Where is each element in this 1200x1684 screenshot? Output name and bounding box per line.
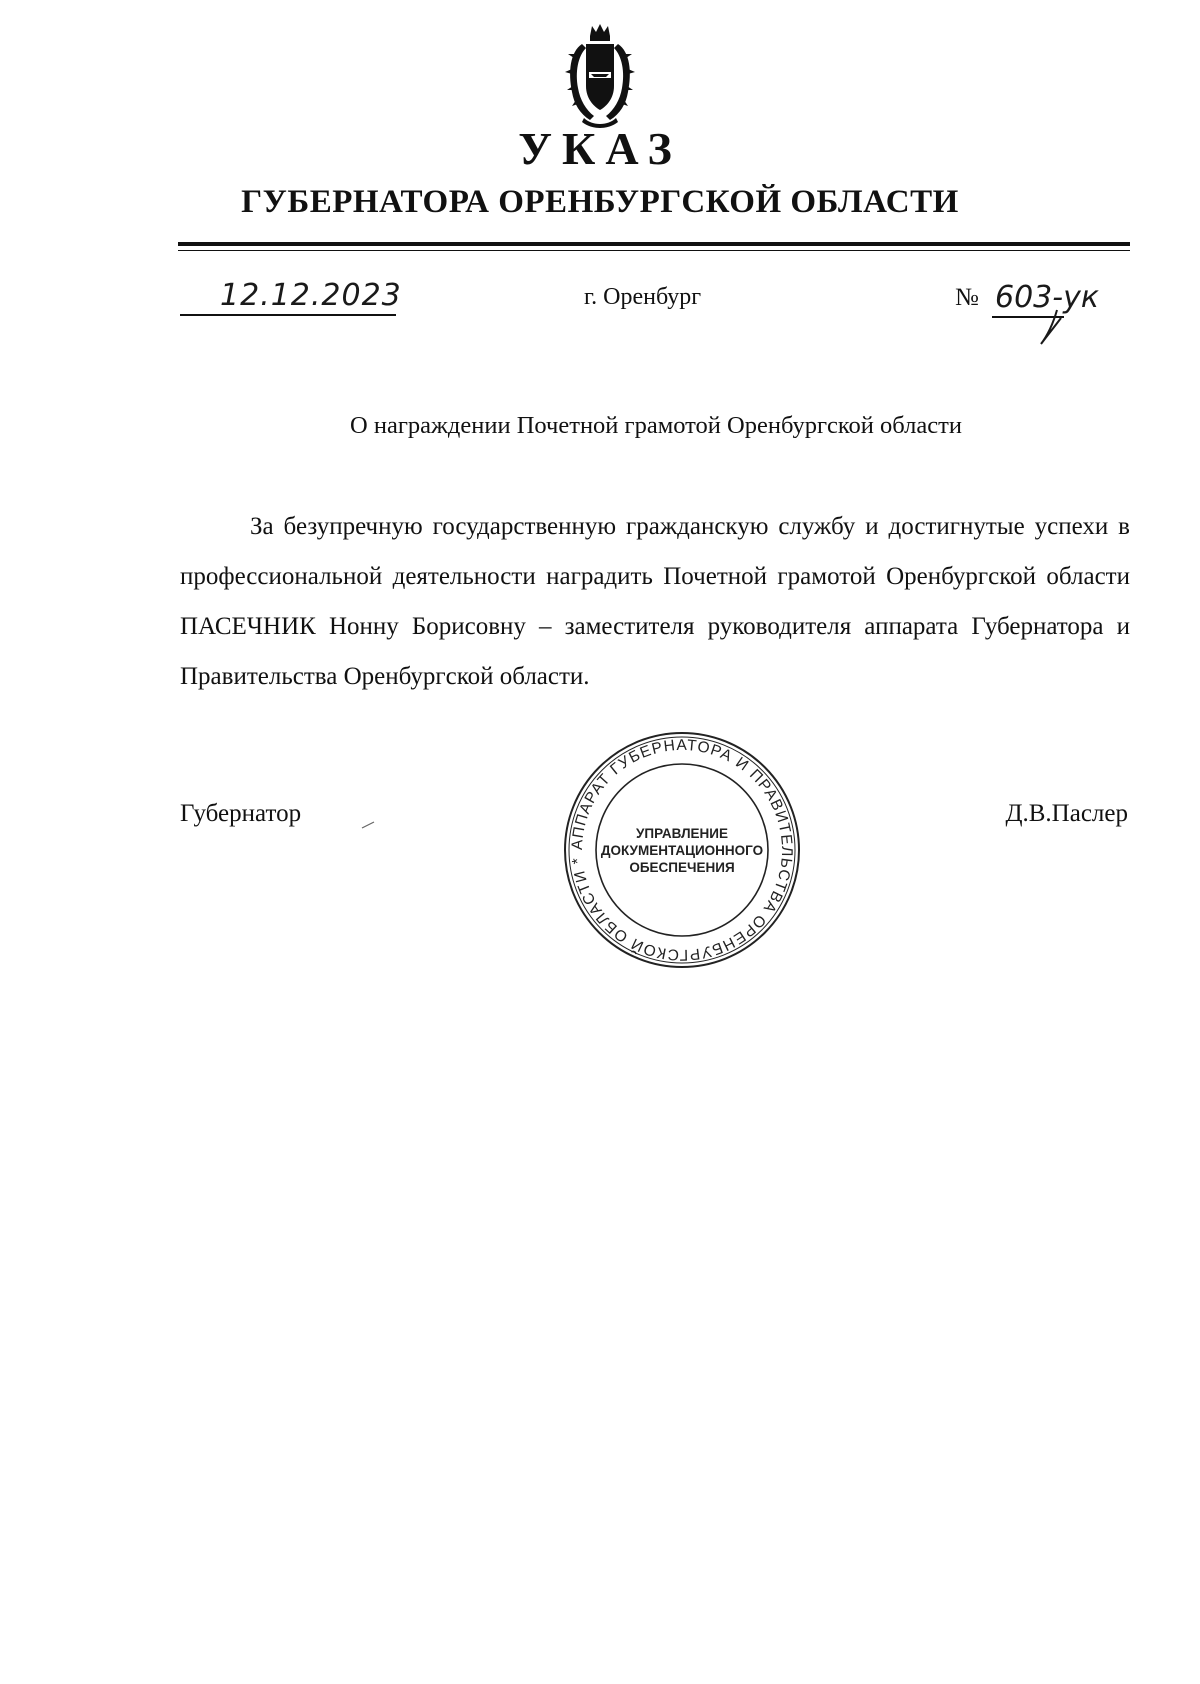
decree-city: г. Оренбург xyxy=(584,284,702,310)
decree-number xyxy=(955,280,1135,350)
decree-date xyxy=(180,278,402,318)
seal-ring-text: АППАРАТ ГУБЕРНАТОРА И ПРАВИТЕЛЬСТВА ОРЕНБУРГСКОЙ ОБЛАСТИ * xyxy=(568,736,796,964)
number-sign: № xyxy=(955,284,979,311)
seal-center-line3: ОБЕСПЕЧЕНИЯ xyxy=(629,859,735,875)
signatory-name: Д.В.Паслер xyxy=(1005,800,1128,827)
seal-center-text xyxy=(562,730,802,970)
signatory-position: Губернатор xyxy=(180,800,302,827)
decree-subject: О награждении Почетной грамотой Оренбургской области xyxy=(350,412,962,439)
coat-of-arms-icon xyxy=(560,22,640,130)
header-rule-thick xyxy=(178,242,1130,246)
document-type: УКАЗ xyxy=(518,123,682,174)
document-issuer: ГУБЕРНАТОРА ОРЕНБУРГСКОЙ ОБЛАСТИ xyxy=(241,184,959,220)
handwritten-stroke-mark xyxy=(955,280,1135,350)
signature-mark xyxy=(360,820,380,830)
seal-center-line1: УПРАВЛЕНИЕ xyxy=(635,825,728,841)
seal-center-line2: ДОКУМЕНТАЦИОННОГО xyxy=(600,842,764,858)
official-seal xyxy=(562,730,802,970)
decree-date-value: 12.12.2023 xyxy=(220,278,402,313)
decree-number-value: 603-ук xyxy=(995,280,1099,315)
date-underline xyxy=(180,314,396,316)
decree-body: За безупречную государственную гражданскую службу и достигнутые успехи в профессиональной деятельности наградить Почетной грамотой Оренбургской области ПАСЕЧНИК Нонну Борисовну – заместителя руководителя аппарата Губернатора и Правительства Оренбургской области. xyxy=(180,513,1130,690)
header-rule-thin xyxy=(178,250,1130,251)
